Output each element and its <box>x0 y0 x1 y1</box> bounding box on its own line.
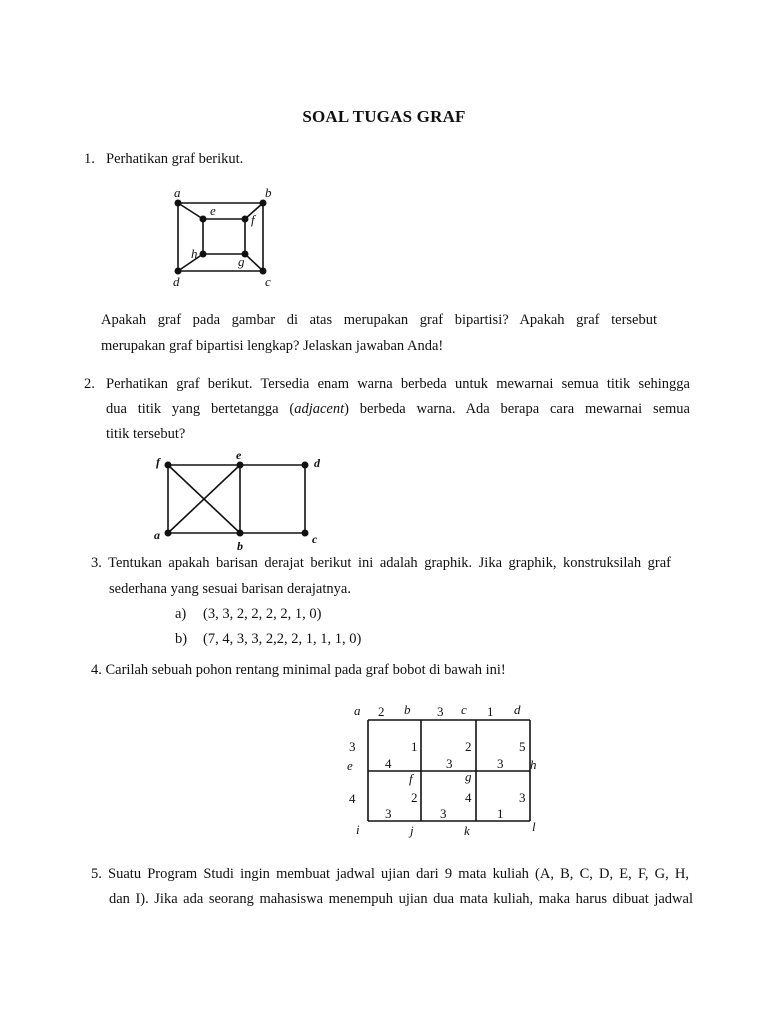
q2-question-line-1: Perhatikan graf berikut. Tersedia enam warna berbeda untuk mewarnai semua titik sehingga <box>106 376 690 392</box>
q4-weight-dh: 5 <box>519 739 526 754</box>
q4-vertex-b: b <box>404 702 411 717</box>
q1-vertex-e <box>200 216 207 223</box>
q2-vertex-b <box>237 530 244 537</box>
q4-weight-hl: 3 <box>519 790 526 805</box>
q5-question-line-2: dan I). Jika ada seorang mahasiswa menempuh ujian dua mata kuliah, maka harus dibuat jadwal <box>109 891 693 907</box>
q4-weight-ei: 4 <box>349 791 356 806</box>
q2-vertex-f <box>165 462 172 469</box>
q4-vertex-l: l <box>532 819 536 834</box>
q3-option-a-value: (3, 3, 2, 2, 2, 2, 1, 0) <box>203 606 322 622</box>
q4-vertex-j: j <box>410 823 414 838</box>
q4-weight-ae: 3 <box>349 739 356 754</box>
q2-label-c: c <box>312 532 318 546</box>
q4-vertex-h: h <box>530 757 537 772</box>
q3-option-a-label: a) <box>175 606 187 622</box>
q2-line2-pre: dua titik yang bertetangga ( <box>106 401 295 417</box>
q2-vertex-c <box>302 530 309 537</box>
q5-question-line-1: 5. Suatu Program Studi ingin membuat jadwal ujian dari 9 mata kuliah (A, B, C, D, E, F, G, H, <box>91 866 689 882</box>
q3-option-b-value: (7, 4, 3, 3, 2,2, 2, 1, 1, 1, 0) <box>203 631 362 647</box>
q1-question-line-2: merupakan graf bipartisi lengkap? Jelaskan jawaban Anda! <box>101 338 444 354</box>
q1-label-h: h <box>191 246 198 261</box>
q4-weight-fg: 3 <box>446 756 453 771</box>
q1-number: 1. <box>84 151 95 167</box>
q1-vertex-f <box>242 216 249 223</box>
q2-vertex-a <box>165 530 172 537</box>
q2-vertex-e <box>237 462 244 469</box>
q2-line2-post: ) berbeda warna. Ada berapa cara mewarnai semua <box>344 401 690 417</box>
q1-label-g: g <box>238 254 245 269</box>
q1-label-f: f <box>251 212 255 227</box>
q2-question-line-2 <box>106 400 690 418</box>
q4-vertex-i: i <box>356 822 360 837</box>
q4-weight-cd: 1 <box>487 704 494 719</box>
q1-question-line-1: Apakah graf pada gambar di atas merupakan graf bipartisi? Apakah graf tersebut <box>101 312 657 328</box>
q4-weight-ef: 4 <box>385 756 392 771</box>
q1-label-a: a <box>174 185 181 200</box>
q2-line2-em: adjacent <box>294 401 345 417</box>
q4-weight-ij: 3 <box>385 806 392 821</box>
q1-label-d: d <box>173 274 180 289</box>
q4-weight-gh: 3 <box>497 756 504 771</box>
q4-weight-fj: 2 <box>411 790 418 805</box>
q1-intro: Perhatikan graf berikut. <box>106 151 244 167</box>
q1-vertex-h <box>200 251 207 258</box>
q2-label-e: e <box>236 448 242 462</box>
q4-weight-jk: 3 <box>440 806 447 821</box>
q4-weight-gk: 4 <box>465 790 472 805</box>
q4-vertex-k: k <box>464 823 470 838</box>
q4-weight-ab: 2 <box>378 704 385 719</box>
q3-question-line-1: 3. Tentukan apakah barisan derajat berikut ini adalah graphik. Jika graphik, konstruksilah graf <box>91 555 671 571</box>
q1-label-e: e <box>210 203 216 218</box>
q2-label-d: d <box>314 456 320 470</box>
q1-vertex-a <box>175 200 182 207</box>
q4-vertex-a: a <box>354 703 361 718</box>
q2-number: 2. <box>84 376 95 392</box>
q4-weight-cg: 2 <box>465 739 472 754</box>
q2-question-line-3: titik tersebut? <box>106 426 186 442</box>
q2-label-a: a <box>154 528 160 542</box>
q4-weight-kl: 1 <box>497 806 504 821</box>
q4-weight-bf: 1 <box>411 739 418 754</box>
page-title: SOAL TUGAS GRAF <box>302 107 466 126</box>
q3-question-line-2: sederhana yang sesuai barisan derajatnya. <box>109 581 351 597</box>
q4-weight-bc: 3 <box>437 704 444 719</box>
q2-label-b: b <box>237 539 243 553</box>
q4-vertex-d: d <box>514 702 521 717</box>
q2-label-f: f <box>156 455 160 469</box>
q4-vertex-g: g <box>465 769 472 784</box>
q1-label-c: c <box>265 274 271 289</box>
q1-label-b: b <box>265 185 272 200</box>
q3-option-b-label: b) <box>175 631 188 647</box>
q4-vertex-f: f <box>409 771 413 786</box>
q4-vertex-e: e <box>347 758 353 773</box>
q2-vertex-d <box>302 462 309 469</box>
q1-vertex-b <box>260 200 267 207</box>
q4-question-line-1: 4. Carilah sebuah pohon rentang minimal pada graf bobot di bawah ini! <box>91 662 506 678</box>
q4-vertex-c: c <box>461 702 467 717</box>
